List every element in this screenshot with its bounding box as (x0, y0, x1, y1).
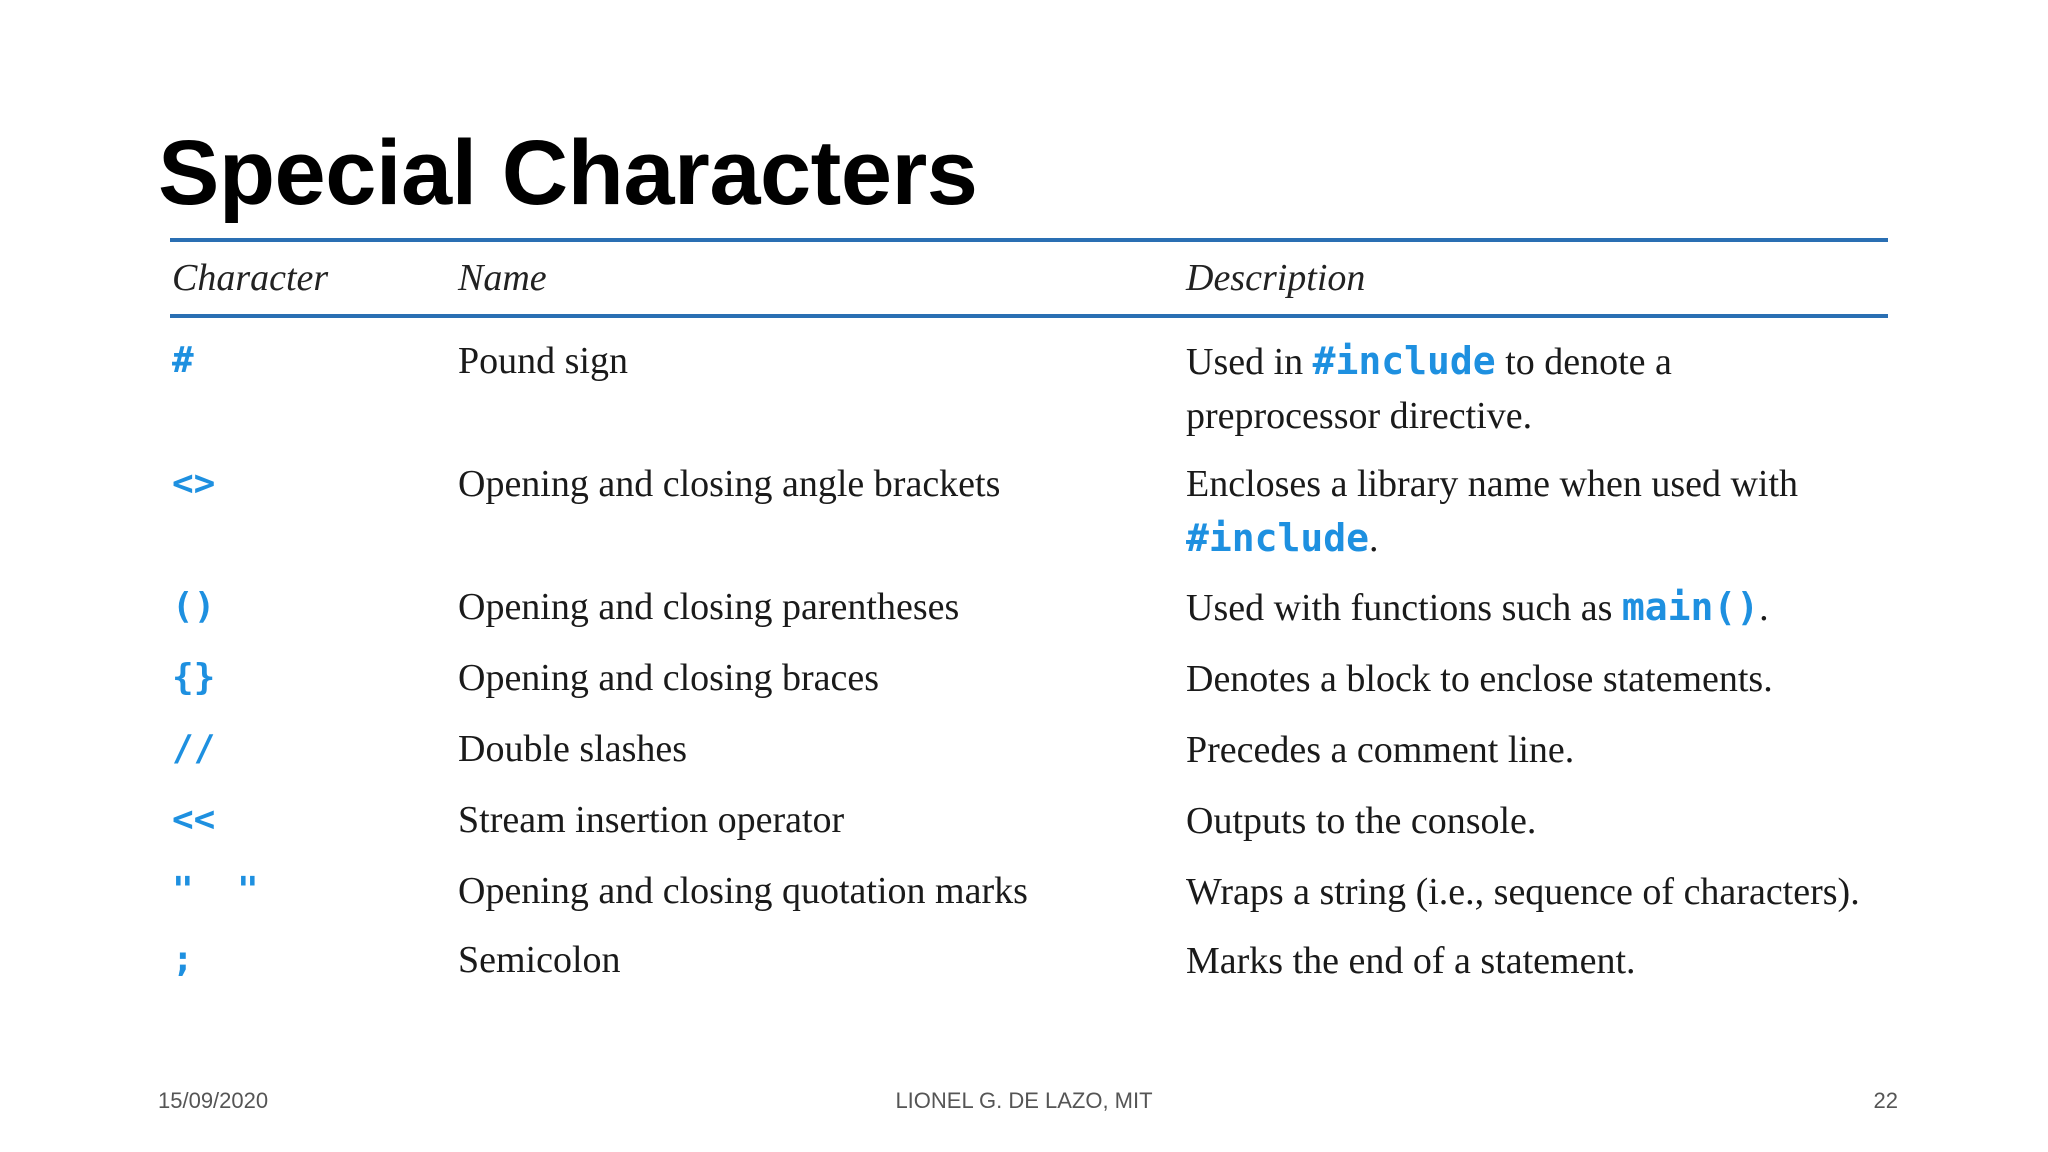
table-row (170, 722, 1888, 777)
desc-text: Used in (1186, 341, 1313, 383)
row-name: Semicolon (458, 939, 621, 981)
header-character: Character (172, 257, 329, 299)
row-symbol: () (172, 586, 216, 627)
row-name: Opening and closing parentheses (458, 586, 960, 628)
row-symbol: " " (172, 870, 259, 911)
table-row (170, 651, 1888, 706)
desc-text: Wraps a string (i.e., sequence of characters). (1186, 871, 1860, 913)
table-row (170, 864, 1888, 919)
footer-page-number: 22 (1873, 1088, 1898, 1113)
row-symbol: ; (172, 939, 194, 980)
row-name: Pound sign (458, 340, 628, 382)
row-description (1186, 933, 1888, 988)
desc-text: Marks the end of a statement. (1186, 940, 1636, 982)
header-name: Name (458, 257, 547, 299)
header-description: Description (1186, 257, 1366, 299)
desc-code: main() (1621, 585, 1760, 629)
table-row (170, 933, 1888, 988)
table-row (170, 793, 1888, 848)
special-characters-table (170, 238, 1888, 988)
desc-text: Used with functions such as (1186, 587, 1622, 629)
row-description (1186, 793, 1888, 848)
desc-text: Encloses a library name when used with (1186, 463, 1799, 505)
table-row (170, 580, 1888, 635)
slide-title: Special Characters (158, 122, 978, 224)
row-symbol: {} (172, 657, 216, 698)
row-name: Double slashes (458, 728, 688, 770)
desc-text: . (1369, 518, 1379, 560)
row-description (1186, 580, 1888, 635)
row-symbol: // (172, 728, 216, 769)
desc-text: Precedes a comment line. (1186, 729, 1575, 771)
row-description (1186, 864, 1888, 919)
desc-text: . (1759, 587, 1769, 629)
row-description (1186, 334, 1888, 443)
table-row (170, 457, 1888, 566)
row-name: Stream insertion operator (458, 799, 845, 841)
footer-date: 15/09/2020 (158, 1088, 269, 1113)
desc-text: Outputs to the console. (1186, 800, 1537, 842)
row-symbol: <> (172, 463, 216, 504)
row-description (1186, 651, 1888, 706)
table-header-row (170, 242, 1888, 314)
row-description (1186, 722, 1888, 777)
desc-text: Denotes a block to enclose statements. (1186, 658, 1773, 700)
desc-text: to denote a preprocessor directive. (1186, 341, 1672, 437)
row-symbol: # (172, 340, 194, 381)
table-row (170, 334, 1888, 443)
desc-code: #include (1186, 516, 1370, 560)
table-body (170, 318, 1888, 988)
row-name: Opening and closing quotation marks (458, 870, 1028, 912)
row-symbol: << (172, 799, 216, 840)
row-name: Opening and closing angle brackets (458, 463, 1001, 505)
desc-code: #include (1312, 339, 1496, 383)
row-description (1186, 457, 1888, 566)
footer-author: LIONEL G. DE LAZO, MIT (895, 1088, 1153, 1113)
row-name: Opening and closing braces (458, 657, 880, 699)
